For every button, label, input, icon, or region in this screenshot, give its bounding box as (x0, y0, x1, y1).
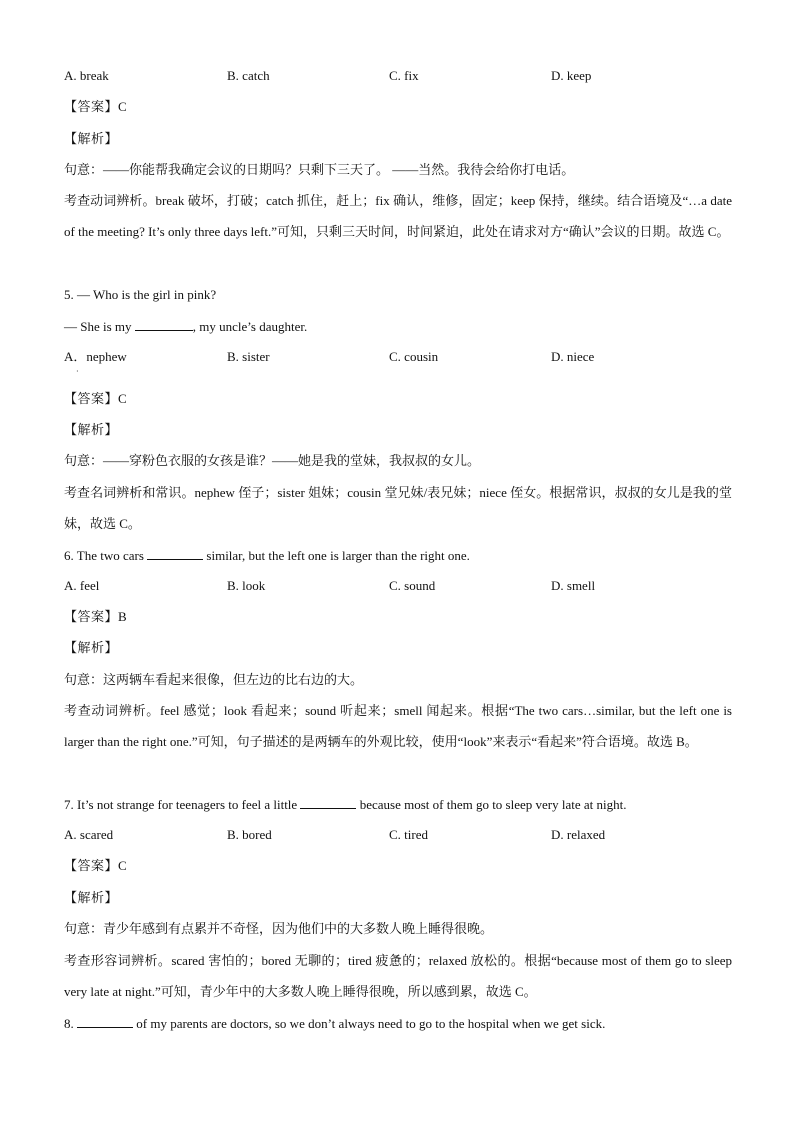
q5-option-b: B. sister (227, 349, 270, 364)
q5-option-c: C. cousin (389, 349, 439, 364)
q6-option-a: A. feel (64, 578, 100, 593)
q7-meaning: 句意：青少年感到有点累并不奇怪，因为他们中的大多数人晚上睡得很晚。 (64, 921, 494, 936)
q4-option-b: B. catch (227, 68, 270, 83)
q6-answer: 【答案】B (64, 609, 128, 624)
q5-question-line1: 5. — Who is the girl in pink? (64, 287, 217, 302)
q5-answer: 【答案】C (64, 391, 128, 406)
q5-option-d: D. niece (551, 349, 595, 364)
q7-blank (300, 796, 356, 809)
q5-question-line2: — She is my , my uncle’s daughter. (64, 319, 308, 334)
decorative-dot: · (76, 367, 79, 376)
q6-analysis-label: 【解析】 (64, 640, 119, 655)
q7-option-a: A. scared (64, 827, 114, 842)
q4-explanation: 考查动词辨析。break 破坏，打破；catch 抓住，赶上；fix 确认，维修，固定；keep 保持，继续。结合语境及“…a date of the meeting? It’s only three days left.”可知，只剩三天时间，时间紧迫，此处在请求对方“确认”会议的日期。故选 C。 (64, 193, 732, 239)
q6-meaning: 句意：这两辆车看起来很像，但左边的比右边的大。 (64, 672, 364, 687)
q7-option-d: D. relaxed (551, 827, 606, 842)
q8-question: 8. of my parents are doctors, so we don’t always need to go to the hospital when we get sick. (64, 1016, 606, 1031)
q6-option-b: B. look (227, 578, 266, 593)
q6-option-d: D. smell (551, 578, 596, 593)
q4-option-d: D. keep (551, 68, 592, 83)
q7-question: 7. It’s not strange for teenagers to feel a little because most of them go to sleep very late at night. (64, 797, 627, 812)
q6-explanation: 考查动词辨析。feel 感觉；look 看起来；sound 听起来；smell 闻起来。根据“The two cars…similar, but the left one is larger than the right one.”可知，句子描述的是两辆车的外观比较，使用“look”来表示“看起来”符合语境。故选 B。 (64, 703, 732, 749)
q6-blank (147, 547, 203, 560)
q7-explanation: 考查形容词辨析。scared 害怕的；bored 无聊的；tired 疲惫的；relaxed 放松的。根据“because most of them go to sleep very late at night.”可知，青少年中的大多数人晚上睡得很晚，所以感到累，故选 C。 (64, 953, 732, 999)
q7-answer: 【答案】C (64, 858, 128, 873)
q4-answer: 【答案】C (64, 99, 128, 114)
q7-analysis-label: 【解析】 (64, 890, 119, 905)
q6-question: 6. The two cars similar, but the left one is larger than the right one. (64, 548, 470, 563)
q5-explanation: 考查名词辨析和常识。nephew 侄子；sister 姐妹；cousin 堂兄妹/表兄妹；niece 侄女。根据常识，叔叔的女儿是我的堂妹，故选 C。 (64, 485, 732, 531)
q5-option-a: A．nephew (64, 349, 127, 364)
q7-option-c: C. tired (389, 827, 428, 842)
q4-option-c: C. fix (389, 68, 419, 83)
q4-option-a: A. break (64, 68, 109, 83)
q4-meaning: 句意：——你能帮我确定会议的日期吗？只剩下三天了。 ——当然。我待会给你打电话。 (64, 162, 575, 177)
q6-option-c: C. sound (389, 578, 436, 593)
q8-blank (77, 1015, 133, 1028)
q5-analysis-label: 【解析】 (64, 422, 119, 437)
q5-blank (135, 318, 193, 331)
q5-meaning: 句意：——穿粉色衣服的女孩是谁？——她是我的堂妹，我叔叔的女儿。 (64, 453, 481, 468)
q4-analysis-label: 【解析】 (64, 131, 119, 146)
q7-option-b: B. bored (227, 827, 272, 842)
